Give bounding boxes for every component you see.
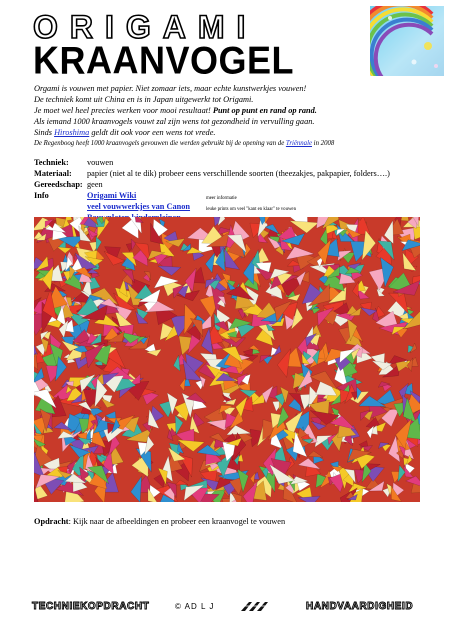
intro-line-3-text: Je moet wel heel precies werken voor mooi resultaat! xyxy=(34,106,213,115)
paper-cranes-photo xyxy=(34,217,420,502)
intro-line-5 xyxy=(34,127,434,138)
info-row-1 xyxy=(34,190,444,201)
techniek-row xyxy=(34,157,444,168)
materiaal-label: Materiaal: xyxy=(34,169,72,178)
intro-line-3-bold: Punt op punt en rand op rand. xyxy=(212,106,317,115)
origami-wiki-link[interactable]: Origami Wiki xyxy=(87,191,137,200)
techniek-label: Techniek: xyxy=(34,158,69,167)
info-row-2 xyxy=(34,201,444,212)
assignment-text: : Kijk naar de afbeeldingen en probeer een kraanvogel te vouwen xyxy=(68,517,286,526)
title-origami: ORIGAMI xyxy=(33,9,258,45)
footer-handvaardigheid: HANDVAARDIGHEID xyxy=(306,601,414,612)
footer-logo-icon xyxy=(240,600,270,612)
info-label: Info xyxy=(34,191,49,200)
info-table xyxy=(34,157,444,223)
assignment-label: Opdracht xyxy=(34,517,69,526)
intro-line-1: Orgami is vouwen met papier. Niet zomaar iets, maar echte kunstwerkjes vouwen! xyxy=(34,84,307,93)
assignment xyxy=(34,517,285,526)
gereedschap-label: Gereedschap: xyxy=(34,180,83,189)
origami-wiki-note: meer informatie xyxy=(206,196,237,201)
intro-line-6 xyxy=(34,138,434,149)
intro-line-6-post: in 2008 xyxy=(311,140,335,147)
gereedschap-row xyxy=(34,179,444,190)
intro-line-3 xyxy=(34,105,434,116)
title-kraanvogel: KRAANVOGEL xyxy=(33,37,295,83)
triennale-link[interactable]: Triënnale xyxy=(285,140,312,147)
rainbow-picture xyxy=(370,6,444,76)
intro-line-4: Als iemand 1000 kraanvogels vouwt zal zijn wens tot gezondheid in vervulling gaan. xyxy=(34,117,315,126)
hiroshima-link[interactable]: Hiroshima xyxy=(54,128,90,137)
canon-link[interactable]: veel vouwwerkjes van Canon xyxy=(87,202,191,211)
footer-techniekopdracht: TECHNIEKOPDRACHT xyxy=(32,601,150,612)
intro-line-5-post: geldt dit ook voor een wens tot vrede. xyxy=(89,128,216,137)
materiaal-value: papier (niet al te dik) probeer eens verschillende soorten (theezakjes, pakpapier, folders….) xyxy=(87,169,390,178)
footer-copyright: © AD L J xyxy=(175,602,215,611)
intro-text xyxy=(34,83,434,149)
intro-line-2: De techniek komt uit China en is in Japan uitgewerkt tot Origami. xyxy=(34,95,254,104)
materiaal-row xyxy=(34,168,444,179)
canon-note: leuke prints om veel "kant en klaar" te vouwen xyxy=(206,207,296,212)
techniek-value: vouwen xyxy=(87,158,114,167)
intro-line-5-pre: Sinds xyxy=(34,128,55,137)
intro-line-6-pre: De Regenboog heeft 1000 kraanvogels gevouwen die werden gebruikt bij de opening van de xyxy=(34,140,286,147)
gereedschap-value: geen xyxy=(87,180,103,189)
